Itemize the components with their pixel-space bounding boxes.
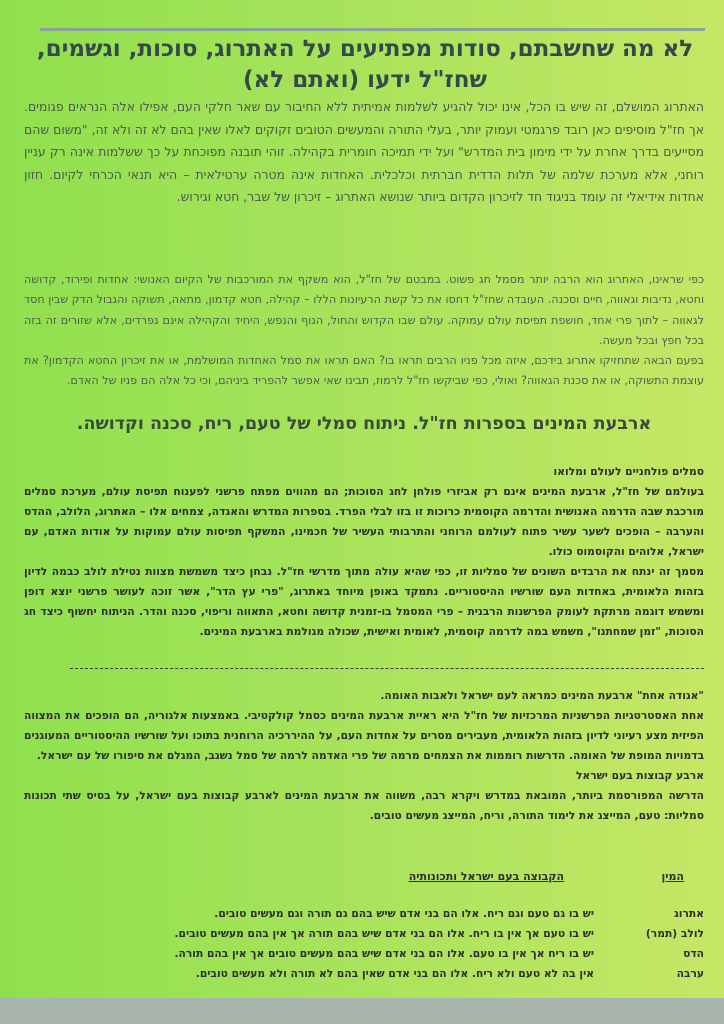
section2-body bbox=[24, 686, 704, 826]
intro-paragraph: האתרוג המושלם, זה שיש בו הכל, אינו יכול להגיע לשלמות אמיתית ללא החיבור עם שאר חלקי העם, אפילו אלה הנראים פגומים. אך חז"ל מוסיפים כאן רובד פרגמטי ועמוק יותר, בעלי התורה והמעשים הטובים זקוקים לאלו שאין בהם לא זה ולא זה, "משום שהם מסייעים בדרך אחרת על ידי מימון בית המדרש" ועל ידי תמיכה חומרית בקהילה. זוהי תובנה מפוכחת על כך ששלמות אינה רק עניין רוחני, אלא מערכת שלמה של תלות הדדית חברתית וכלכלית. האחדות אינה מטרה ערטילאית – היא תנאי הכרחי לקיום. חזון אחדות אידיאלי זה עומד בניגוד חד לזיכרון הקדום ביותר שנושא האתרוג – זיכרון של שבר, חטא וגירוש. bbox=[24, 99, 704, 205]
section-paragraph: מסמך זה ינתח את הרבדים השונים של סמליות זו, כפי שהיא עולה מתוך מדרשי חז"ל. נבחן כיצד משמשת מצוות נטילת לולב כבמה לדיון בזהות הלאומית, באחדות העם שורשיו ההיסטוריים. נתמקד באופן מיוחד באתרוג, "פרי עץ הדר", אשר זוכה לעושר פרשני יוצא דופן ומשמש דוגמה מרתקת לעומק הפרשנות הרבנית – פרי המסמל בו-זמנית קדושה וחטא, התאווה וריפוי, סכנה והדר. הניתוח יחשוף כיצד חג הסוכות, "זמן שמחתנו", משמש במה לדרמה קוסמית, לאומית ואישית, שכולה מגולמת בארבעת המינים. bbox=[24, 565, 704, 638]
section2-paragraph: הדרשה המפורסמת ביותר, המובאת במדרש ויקרא רבה, משווה את ארבעת המינים לארבע קבוצות בעם ישראל, על בסיס שתי תכונות סמליות: טעם, המייצג את לימוד התורה, וריח, המייצג מעשים טובים. bbox=[24, 789, 704, 822]
section-subheading: סמלים פולחניים לעולם ומלואו bbox=[553, 465, 704, 478]
species-description: יש בו טעם אך אין בו ריח. אלו הם בני אדם שיש בהם תורה אך אין בהם מעשים טובים. bbox=[174, 927, 594, 940]
body-paragraph: בפעם הבאה שתחזיקו אתרוג בידכם, איזה מכל פניו הרבים תראו בו? האם תראו את סמל האחדות המושלמת, או את זיכרון החטא הקדמון? את עוצמת התשוקה, או את סכנת הגאווה? ואולי, כפי שביקשו חז"ל לרמוז, תבינו שאי אפשר להפריד ביניהם, וכי כל אלה הם פניו של האדם. bbox=[24, 354, 704, 388]
species-description: יש בו גם טעם וגם ריח. אלו הם בני אדם שיש בהם גם תורה וגם מעשים טובים. bbox=[214, 907, 594, 920]
top-divider bbox=[40, 28, 705, 31]
body-text bbox=[24, 270, 704, 392]
species-table-header bbox=[24, 870, 704, 890]
body-paragraph: כפי שראינו, האתרוג הוא הרבה יותר מסמל חג פשוט. במבטם של חז"ל, הוא משקף את המורכבות של הקיום האנושי: אחדות ופירוד, קדושה וחטא, נדיבות וגאווה, חיים וסכנה. העובדה שחז"ל דחסו את כל קשת הרעיונות הללו – קהילה, חטא קדמון, מתאה, תשוקה והגבול הדק שבין חסד לגאווה – לתוך פרי אחד, חושפת תפיסת עולם עמוקה. עולם שבו הקדוש והחול, הגוף והנפש, היחיד והקהילה אינם נפרדים, אלא שזורים זה בזה בכל חפץ ובכל מעשה. bbox=[24, 273, 704, 347]
footer-bar bbox=[0, 998, 724, 1024]
section2-subheading: "אגודה אחת" ארבעת המינים כמראה לעם ישראל ולאבות האומה. bbox=[380, 689, 704, 702]
species-name: ערבה bbox=[676, 967, 704, 980]
section2-subheading: ארבע קבוצות בעם ישראל bbox=[575, 769, 704, 782]
species-description: יש בו ריח אך אין בו טעם. אלו הם בני אדם שיש בהם מעשים טובים אך אין בהם תורה. bbox=[174, 947, 594, 960]
section-heading: ארבעת המינים בספרות חז"ל. ניתוח סמלי של טעם, ריח, סכנה וקדושה. bbox=[76, 414, 652, 434]
table-row bbox=[24, 967, 704, 987]
table-row bbox=[24, 947, 704, 967]
dashed-divider bbox=[70, 668, 704, 669]
section2-paragraph: אחת האסטרטגיות הפרשניות המרכזיות של חז"ל היא ראיית ארבעת המינים כסמל קולקטיבי. באמצעות אלגוריה, הם הופכים את המצווה הפיזית מצע רעיוני לדיון בזהות הלאומית, מעבירים מסרים על אחדות העם, על ההיררכיה הרוחנית בתוכו ועל שורשיו ההיסטוריים המעוגנים בדמויות המופת של האומה. הדרשות רוממות את הצמחים מרמה של פרי האדמה לרמה של סמל נשגב, המגלם את סיפורו של עם ישראל. bbox=[24, 709, 704, 762]
species-description: אין בה לא טעם ולא ריח. אלו הם בני אדם שאין בהם לא תורה ולא מעשים טובים. bbox=[195, 967, 594, 980]
species-name: לולב (תמר) bbox=[645, 927, 704, 940]
table-row bbox=[24, 907, 704, 927]
species-name: הדס bbox=[683, 947, 704, 960]
column-header-group: הקבוצה בעם ישראל ותכונותיה bbox=[408, 870, 564, 883]
species-name: אתרוג bbox=[674, 907, 704, 920]
column-header-species: המין bbox=[661, 870, 684, 883]
species-table bbox=[24, 907, 704, 987]
table-row bbox=[24, 927, 704, 947]
page-title: לא מה שחשבתם, סודות מפתיעים על האתרוג, סוכות, וגשמים, שחז"ל ידעו (ואתם לא) bbox=[36, 36, 694, 93]
section-paragraph: בעולמם של חז"ל, ארבעת המינים אינם רק אביזרי פולחן לחג הסוכות; הם מהווים מפתח פרשני לפענוח תפיסת עולם, מערכת סמלים מורכבת שבה הדרמה האנושית והדרמה הקוסמית כרוכות זו בזו לבלי הפרד. בספרות המדרש והאגדה, צמחים אלו – האתרוג, הלולב, ההדס והערבה – הופכים לשער עשיר פתוח לעולמם הרוחני והתרבותי העשיר של חכמינו, המשקף תפיסות עולם עמוקות על אודות האדם, עם ישראל, אלוהים והקוסמוס כולו. bbox=[24, 485, 704, 558]
section-body bbox=[24, 462, 704, 642]
